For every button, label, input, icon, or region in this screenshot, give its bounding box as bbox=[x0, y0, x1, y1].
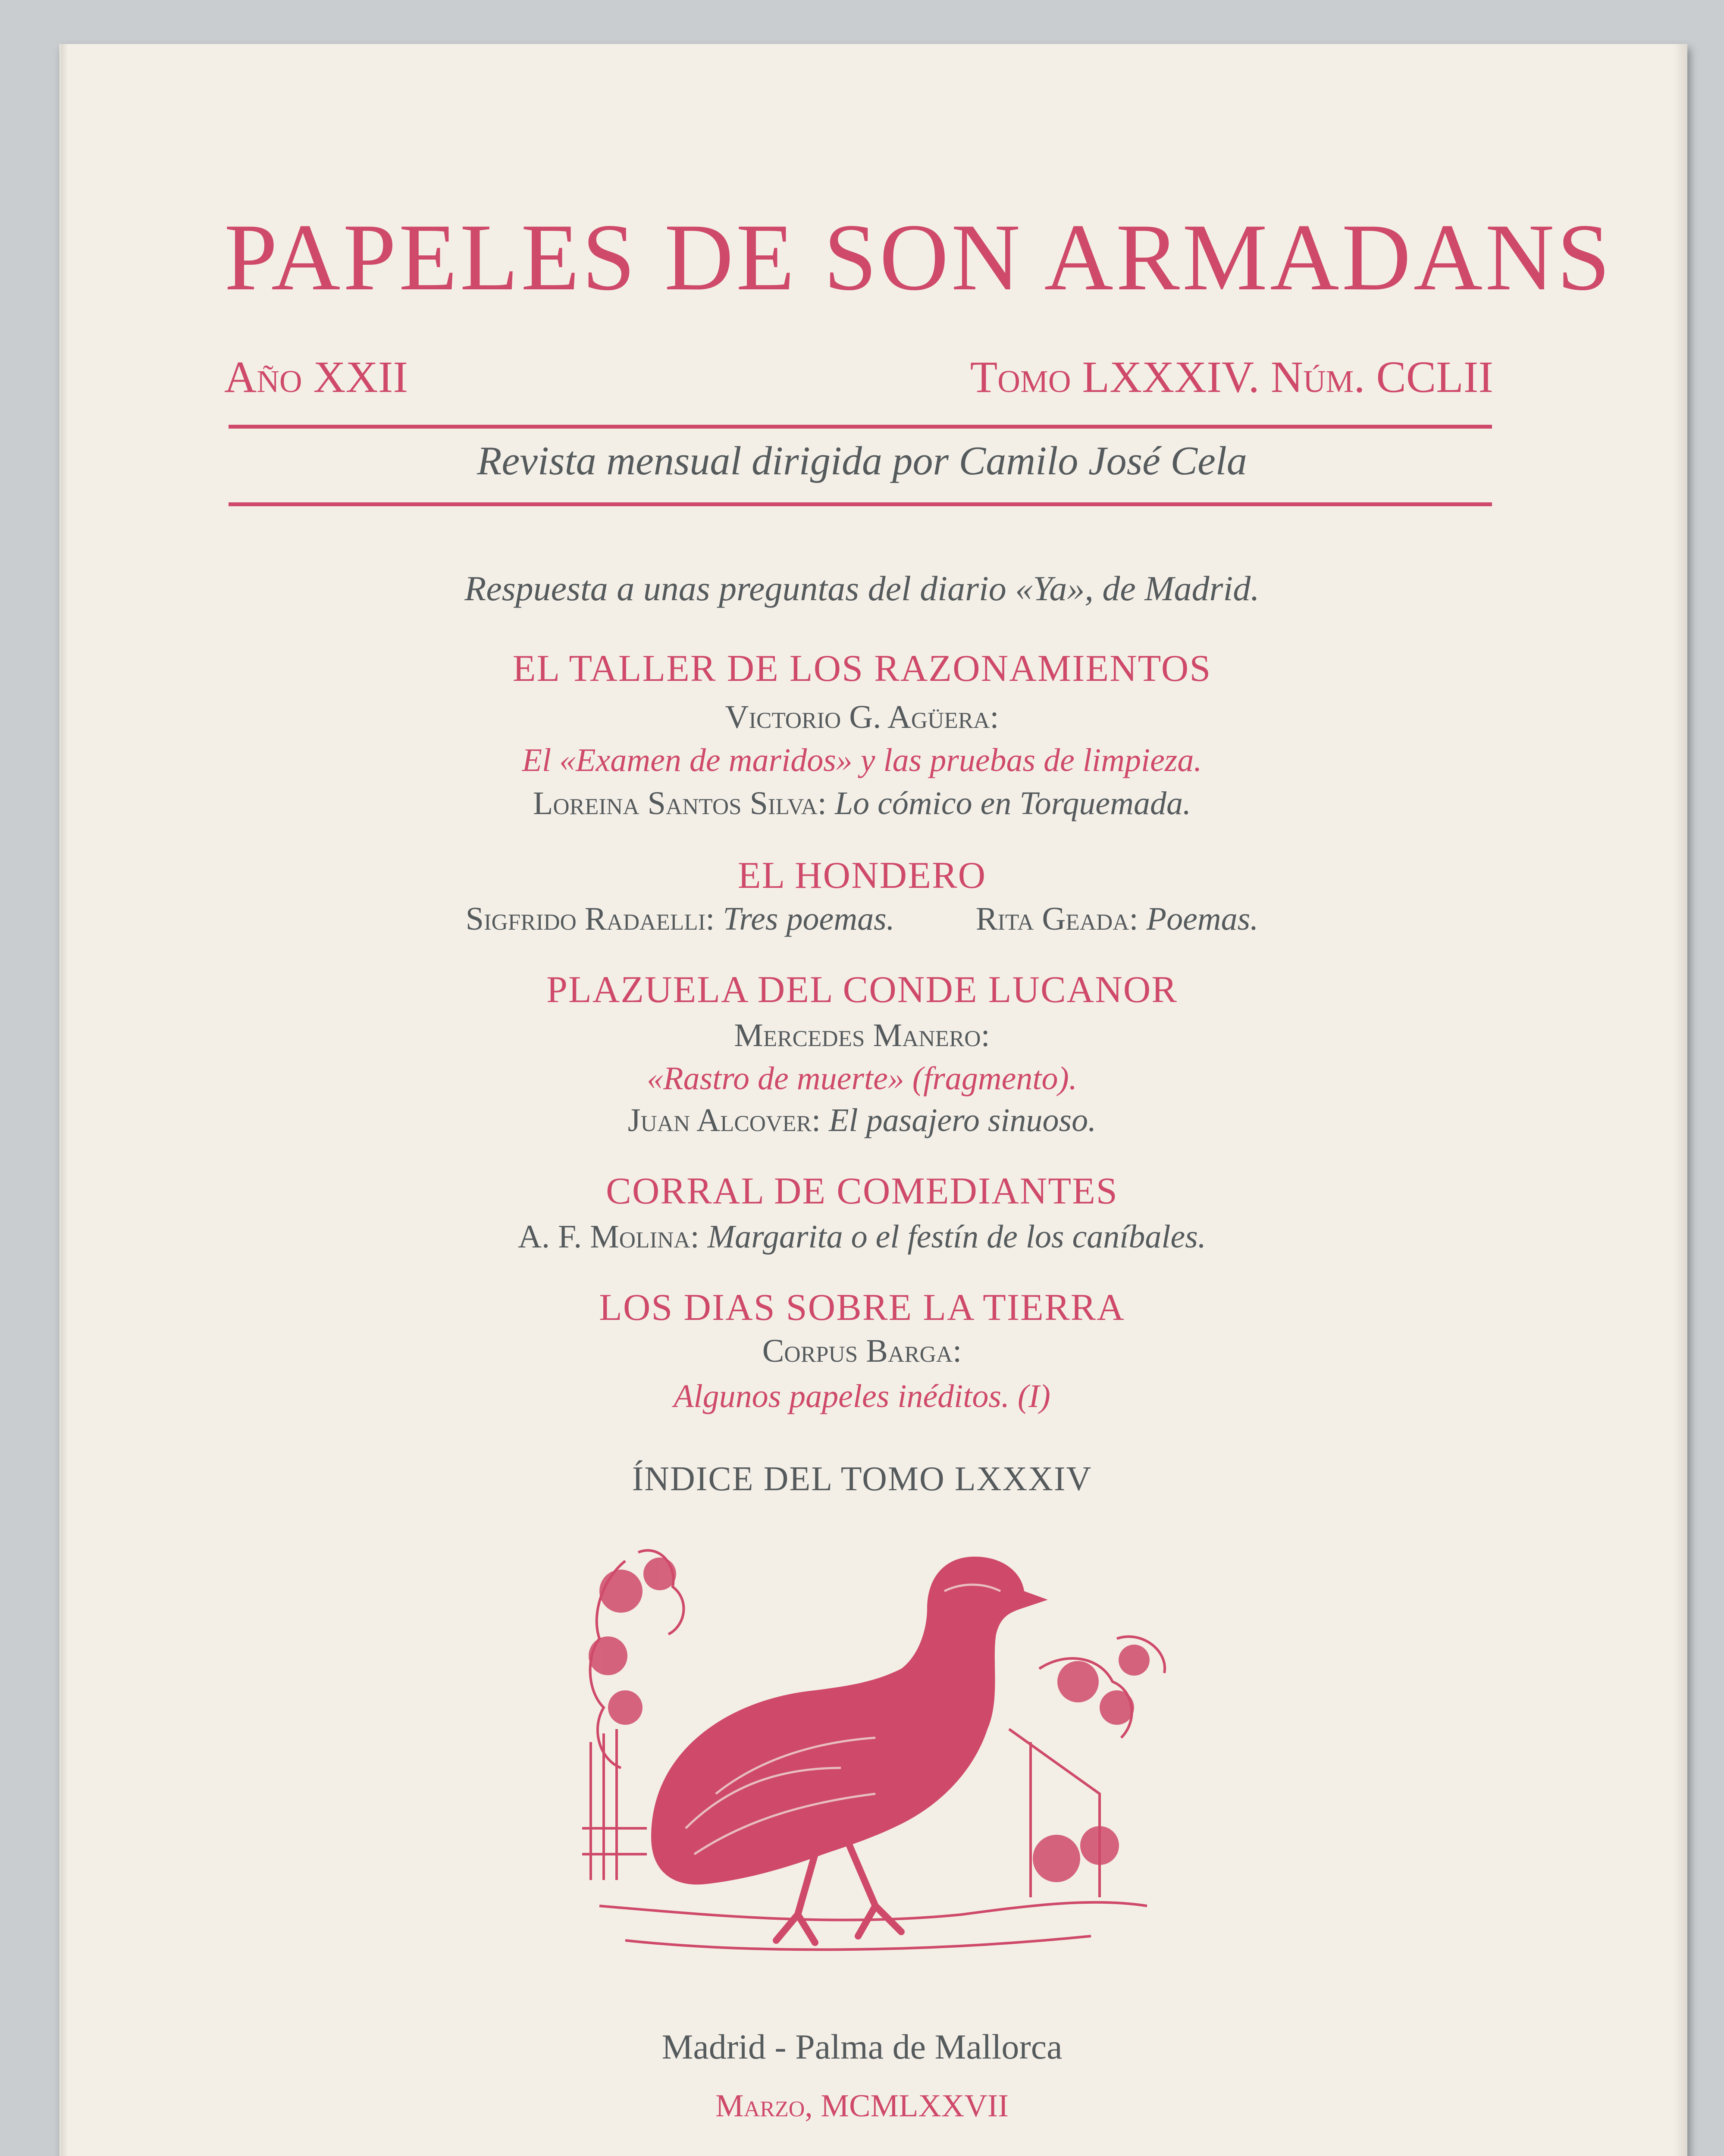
author-santos-silva: Loreina Santos Silva: bbox=[533, 785, 827, 821]
work-tres-poemas: Tres poemas. bbox=[723, 901, 895, 937]
intro-line: Respuesta a unas preguntas del diario «Ya», de Madrid. bbox=[464, 569, 1260, 608]
work-examen: El «Examen de maridos» y las pruebas de limpieza. bbox=[522, 742, 1202, 778]
work-margarita: Margarita o el festín de los caníbales. bbox=[707, 1219, 1206, 1255]
section-heading-dias: LOS DIAS SOBRE LA TIERRA bbox=[599, 1287, 1125, 1329]
turkey-illustration bbox=[574, 1526, 1207, 1979]
cover-right-edge bbox=[1673, 44, 1687, 2156]
author-manero: Mercedes Manero: bbox=[734, 1017, 990, 1053]
work-poemas: Poemas. bbox=[1146, 901, 1259, 937]
magazine-title: PAPELES DE SON ARMADANS bbox=[224, 204, 1613, 310]
author-molina: A. F. Molina: bbox=[518, 1219, 699, 1255]
work-torquemada: Lo cómico en Torquemada. bbox=[834, 785, 1191, 821]
section-heading-taller: EL TALLER DE LOS RAZONAMIENTOS bbox=[512, 648, 1212, 689]
author-geada: Rita Geada: bbox=[975, 901, 1138, 937]
entry-santos-silva bbox=[0, 785, 1724, 822]
publication-date: Marzo, MCMLXXVII bbox=[715, 2088, 1009, 2124]
director-line: Revista mensual dirigida por Camilo José Cela bbox=[477, 439, 1247, 483]
entry-molina bbox=[0, 1218, 1724, 1256]
work-rastro: «Rastro de muerte» (fragmento). bbox=[647, 1060, 1077, 1097]
author-barga: Corpus Barga: bbox=[762, 1333, 962, 1369]
volume-number: Tomo LXXXIV. Núm. CCLII bbox=[970, 352, 1493, 402]
entry-hondero bbox=[0, 900, 1724, 938]
rule-top bbox=[229, 425, 1492, 429]
author-aguera: Victorio G. Agüera: bbox=[725, 699, 999, 735]
year-label: Año XXII bbox=[224, 352, 408, 402]
cover-spine-edge bbox=[60, 44, 68, 2156]
author-alcover: Juan Alcover: bbox=[627, 1102, 821, 1138]
entry-alcover bbox=[0, 1102, 1724, 1139]
index-title: ÍNDICE DEL TOMO LXXXIV bbox=[632, 1460, 1092, 1498]
section-heading-plazuela: PLAZUELA DEL CONDE LUCANOR bbox=[546, 969, 1178, 1011]
publication-place: Madrid - Palma de Mallorca bbox=[661, 2027, 1063, 2066]
section-heading-corral: CORRAL DE COMEDIANTES bbox=[606, 1170, 1118, 1212]
work-papeles-ineditos: Algunos papeles inéditos. (I) bbox=[674, 1378, 1050, 1414]
author-radaelli: Sigfrido Radaelli: bbox=[465, 901, 715, 937]
rule-bottom bbox=[229, 502, 1492, 506]
section-heading-hondero: EL HONDERO bbox=[737, 855, 987, 896]
work-pasajero: El pasajero sinuoso. bbox=[829, 1102, 1097, 1138]
